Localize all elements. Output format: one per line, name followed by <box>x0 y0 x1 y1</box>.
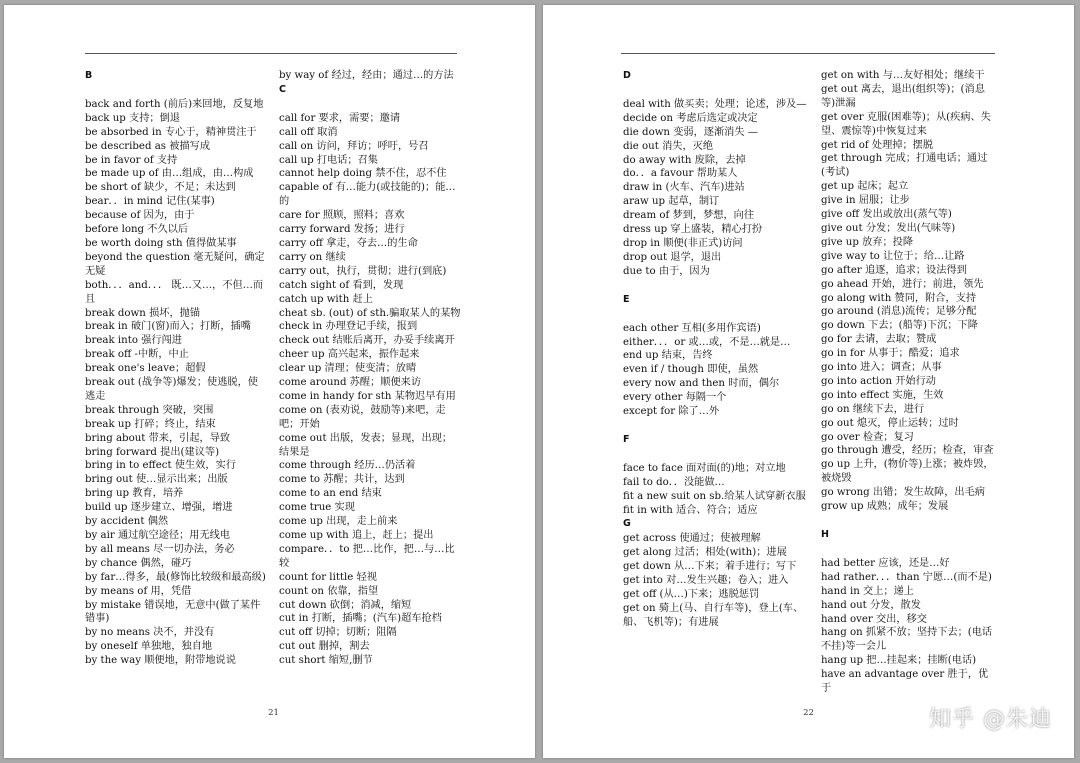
phrase-entry: except for 除了…外 <box>623 406 720 418</box>
phrase-entry: decide on 考虑后选定或决定 <box>623 112 758 124</box>
phrase-entry: break off -中断，中止 <box>85 349 189 361</box>
phrase-entry: die down 变弱，逐渐消失 — <box>623 126 758 138</box>
phrase-entry: go through 遭受，经历；检查，审查 <box>821 445 994 457</box>
phrase-entry: either．．．or 或…或，不是…就是… <box>623 336 791 348</box>
phrase-entry: get down 从…下来；着手进行；写下 <box>623 561 797 573</box>
phrase-entry: go after 追逐，追求；设法得到 <box>821 264 967 276</box>
phrase-entry: clear up 清理；使变清；放晴 <box>279 363 417 375</box>
page-number: 21 <box>268 708 279 718</box>
blank-line <box>623 279 808 293</box>
phrase-entry: dream of 梦到，梦想，向往 <box>623 210 755 222</box>
blank-line <box>821 543 997 557</box>
phrase-entry: catch up with 赶上 <box>279 293 373 305</box>
blank-line <box>821 514 997 528</box>
phrase-entry: do away with 废除，去掉 <box>623 154 746 166</box>
phrase-entry: get out 离去，退出(组织等)；(消息等)泄漏 <box>821 83 985 109</box>
phrase-entry: cheat sb. (out) of sth.骗取某人的某物 <box>279 307 461 319</box>
phrase-entry: cut off 切掉；切断；阻隔 <box>279 627 397 639</box>
phrase-entry: bring in to effect 使生效，实行 <box>85 460 236 472</box>
section-letter: H <box>821 529 829 540</box>
header-rule <box>85 53 457 54</box>
phrase-entry: come through 经历…仍活着 <box>279 460 416 472</box>
phrase-entry: fail to do．．没能做… <box>623 476 725 488</box>
phrase-entry: come out 出版，发表；显现，出现；结果是 <box>279 432 453 458</box>
phrase-entry: cut out 删掉，割去 <box>279 641 370 653</box>
phrase-entry: go into 进入；调查；从事 <box>821 362 942 374</box>
phrase-entry: care for 照顾，照料；喜欢 <box>279 210 405 222</box>
phrase-entry: back up 支持；倒退 <box>85 112 180 124</box>
phrase-entry: get off (从…)下来；逃脱惩罚 <box>623 589 760 600</box>
phrase-entry: cut in 打断，插嘴；(汽车)超车抢档 <box>279 613 442 625</box>
phrase-entry: carry off 拿走，夺去…的生命 <box>279 237 418 249</box>
phrase-entry: call for 要求，需要；邀请 <box>279 112 401 124</box>
phrase-entry: be worth doing sth 值得做某事 <box>85 237 237 249</box>
phrase-entry: go into action 开始行动 <box>821 375 936 387</box>
phrase-entry: go wrong 出错；发生故障，出毛病 <box>821 487 985 499</box>
phrase-column-right-2 <box>821 69 997 696</box>
phrase-entry: count for little 轻视 <box>279 571 377 583</box>
phrase-entry: by no means 决不，并没有 <box>85 627 215 639</box>
phrase-entry: by the way 顺便地，附带地说说 <box>85 655 236 667</box>
section-letter: G <box>623 518 631 530</box>
phrase-entry: get over 克服(困难等)；从(疾病、失望、震惊等)中恢复过来 <box>821 111 991 137</box>
phrase-entry: drop out 退学，退出 <box>623 251 722 263</box>
zhihu-watermark: 知乎 @朱迪 <box>929 707 1052 732</box>
phrase-entry: fit a new suit on sb.给某人试穿新衣服 <box>623 490 806 502</box>
phrase-entry: call off 取消 <box>279 126 338 138</box>
phrase-entry: every now and then 时而，偶尔 <box>623 378 780 390</box>
blank-line <box>623 308 808 322</box>
phrase-entry: give up 放弃；投降 <box>821 236 914 248</box>
phrase-entry: give off 发出或放出(蒸气等) <box>821 209 952 221</box>
phrase-entry: go around (消息)流传；足够分配 <box>821 306 977 318</box>
phrase-entry: bear．．in mind 记住(某事) <box>85 196 215 208</box>
phrase-entry: go up 上升，(物价等)上涨；被炸毁，被烧毁 <box>821 459 994 485</box>
phrase-entry: even if / though 即使，虽然 <box>623 364 759 376</box>
phrase-entry: build up 逐步建立、增强，增进 <box>85 502 233 514</box>
phrase-entry: break into 强行闯进 <box>85 335 182 347</box>
phrase-entry: by mistake 错误地，无意中(做了某件错事) <box>85 599 261 625</box>
phrase-entry: get across 使通过；使被理解 <box>623 533 761 545</box>
phrase-entry: be in favor of 支持 <box>85 154 178 166</box>
phrase-entry: have an advantage over 胜于，优于 <box>821 669 989 695</box>
phrase-entry: come true 实现 <box>279 502 355 514</box>
phrase-entry: be made up of 由…组成，由…构成 <box>85 168 254 180</box>
phrase-entry: check out 结账后离开，办妥手续离开 <box>279 335 455 347</box>
phrase-entry: come in handy for sth 某物迟早有用 <box>279 390 456 402</box>
phrase-entry: come around 苏醒；顺便来访 <box>279 377 422 389</box>
phrase-entry: by all means 尽一切办法，务必 <box>85 543 235 555</box>
document-page-22 <box>543 5 1074 758</box>
phrase-entry: carry out，执行，贯彻；进行(到底) <box>279 265 447 277</box>
phrase-entry: cut short 缩短,删节 <box>279 655 373 667</box>
phrase-entry: get rid of 处理掉；摆脱 <box>821 139 934 151</box>
phrase-entry: break down 损坏，抛锚 <box>85 307 201 319</box>
phrase-entry: break up 打碎；终止，结束 <box>85 418 216 430</box>
section-letter: E <box>623 293 630 305</box>
phrase-entry: get through 完成；打通电话；通过(考试) <box>821 153 988 179</box>
phrase-entry: give in 屈服；让步 <box>821 195 910 207</box>
phrase-entry: give out 分发；发出(气味等) <box>821 222 956 234</box>
phrase-entry: get on with 与…友好相处；继续干 <box>821 70 985 81</box>
phrase-entry: cut down 砍倒；消减，缩短 <box>279 599 412 611</box>
phrase-entry: be absorbed in 专心于，精神贯注于 <box>85 126 257 138</box>
page-number: 22 <box>803 708 814 718</box>
phrase-entry: by means of 用，凭借 <box>85 585 192 597</box>
phrase-entry: grow up 成熟；成年；发展 <box>821 501 949 513</box>
section-letter: F <box>623 433 630 445</box>
phrase-entry: break through 突破，突围 <box>85 404 214 416</box>
blank-line <box>279 98 461 112</box>
phrase-entry: get along 过活；相处(with)；进展 <box>623 547 787 559</box>
phrase-column-left-2 <box>279 69 461 668</box>
phrase-entry: had better 应该，还是…好 <box>821 557 950 569</box>
phrase-column-left-1 <box>85 69 268 668</box>
phrase-entry: hand in 交上；递上 <box>821 585 914 597</box>
phrase-entry: fit in with 适合、符合；适应 <box>623 504 758 516</box>
phrase-entry: by oneself 单独地，独自地 <box>85 641 213 653</box>
phrase-entry: carry on 继续 <box>279 251 346 263</box>
phrase-entry: go for 去请，去取；赞成 <box>821 334 937 346</box>
phrase-entry: every other 每隔一个 <box>623 392 727 404</box>
phrase-entry: by accident 偶然 <box>85 516 169 528</box>
blank-line <box>623 419 808 433</box>
phrase-entry: by way of 经过，经由；通过…的方法 <box>279 70 454 81</box>
phrase-entry: cheer up 高兴起来，振作起来 <box>279 349 420 361</box>
phrase-entry: bring up 教育，培养 <box>85 488 184 500</box>
phrase-entry: by air 通过航空途径；用无线电 <box>85 530 231 541</box>
phrase-entry: go along with 赞同，附合，支持 <box>821 292 977 304</box>
phrase-entry: come on (表劝说，鼓励等)来吧，走吧；开始 <box>279 404 446 430</box>
phrase-entry: break in 破门(窗)而入；打断，插嘴 <box>85 321 251 333</box>
phrase-entry: beyond the question 毫无疑问，确定无疑 <box>85 251 265 277</box>
phrase-entry: bring forward 提出(建议等) <box>85 446 220 458</box>
phrase-entry: drop in 顺便(非正式)访问 <box>623 237 743 249</box>
phrase-entry: go into effect 实施，生效 <box>821 389 944 401</box>
phrase-entry: due to 由于，因为 <box>623 265 710 277</box>
phrase-entry: araw up 起草，制订 <box>623 196 720 208</box>
phrase-column-right-1 <box>623 69 808 630</box>
phrase-entry: back and forth (前后)来回地，反复地 <box>85 98 264 110</box>
phrase-entry: check in 办理登记手续，报到 <box>279 321 418 333</box>
phrase-entry: break out (战争等)爆发；使逃脱，使逃走 <box>85 377 258 402</box>
phrase-entry: go out 熄灭，停止运转；过时 <box>821 417 959 429</box>
phrase-entry: because of 因为，由于 <box>85 210 195 222</box>
phrase-entry: call up 打电话；召集 <box>279 154 378 166</box>
phrase-entry: get into 对…发生兴趣；卷入；进入 <box>623 575 789 587</box>
phrase-entry: come up 出现，走上前来 <box>279 516 398 528</box>
phrase-entry: come to an end 结束 <box>279 488 382 500</box>
phrase-entry: call on 访问，拜访；呼吁，号召 <box>279 140 429 152</box>
phrase-entry: die out 消失，灭绝 <box>623 140 714 152</box>
phrase-entry: hand out 分发，散发 <box>821 599 921 611</box>
phrase-entry: come to 苏醒；共计，达到 <box>279 474 405 486</box>
phrase-entry: hang on 抓紧不放；坚持下去；(电话不挂)等一会儿 <box>821 627 993 653</box>
phrase-entry: draw in (火车、汽车)进站 <box>623 182 745 194</box>
blank-line <box>85 84 268 98</box>
phrase-entry: break one's leave；超假 <box>85 363 206 375</box>
phrase-entry: be described as 被描写成 <box>85 140 211 152</box>
header-rule <box>621 53 995 54</box>
phrase-entry: both．．．and．．． 既…又…，不但…而且 <box>85 279 264 305</box>
phrase-entry: by chance 偶然，碰巧 <box>85 557 192 569</box>
phrase-entry: before long 不久以后 <box>85 224 189 236</box>
phrase-entry: go on 继续下去，进行 <box>821 403 925 415</box>
blank-line <box>623 84 808 98</box>
phrase-entry: get on 骑上(马、自行车等)，登上(车、船、飞机等)；有进展 <box>623 602 804 628</box>
phrase-entry: go in for 从事于；酷爱；追求 <box>821 348 960 360</box>
phrase-entry: dress up 穿上盛装，精心打扮 <box>623 224 763 236</box>
phrase-entry: each other 互相(多用作宾语) <box>623 322 761 334</box>
phrase-entry: count on 依靠，指望 <box>279 585 379 597</box>
phrase-entry: go over 检查；复习 <box>821 431 914 443</box>
phrase-entry: bring about 带来，引起，导致 <box>85 432 231 444</box>
phrase-entry: do．．a favour 帮助某人 <box>623 168 738 180</box>
blank-line <box>623 448 808 462</box>
phrase-entry: face to face 面对面(的)地；对立地 <box>623 462 786 474</box>
phrase-entry: deal with 做买卖；处理；论述，涉及— <box>623 98 807 110</box>
document-page-21 <box>4 5 535 758</box>
phrase-entry: end up 结束，告终 <box>623 350 713 362</box>
section-letter: D <box>623 70 631 81</box>
phrase-entry: hang up 把…挂起来；挂断(电话) <box>821 655 977 667</box>
section-letter: B <box>85 70 93 81</box>
section-letter: C <box>279 83 286 95</box>
phrase-entry: get up 起床；起立 <box>821 181 909 193</box>
phrase-entry: compare．．to 把…比作，把…与…比较 <box>279 543 455 569</box>
phrase-entry: come up with 追上，赶上；提出 <box>279 530 434 541</box>
phrase-entry: hand over 交出，移交 <box>821 613 927 625</box>
phrase-entry: cannot help doing 禁不住，忍不住 <box>279 168 447 180</box>
phrase-entry: catch sight of 看到，发现 <box>279 279 404 291</box>
phrase-entry: had rather．．．than 宁愿…(而不是) <box>821 571 992 583</box>
phrase-entry: capable of 有…能力(或技能的)；能…的 <box>279 182 456 208</box>
phrase-entry: go down 下去；(船等)下沉；下降 <box>821 320 978 332</box>
phrase-entry: go ahead 开始，进行；前进，领先 <box>821 278 984 290</box>
phrase-entry: be short of 缺少，不足；未达到 <box>85 182 236 194</box>
phrase-entry: give way to 让位于；给…让路 <box>821 250 965 262</box>
phrase-entry: carry forward 发扬；进行 <box>279 224 405 236</box>
phrase-entry: bring out 使…显示出来；出版 <box>85 474 228 486</box>
phrase-entry: by far…得多，最(修饰比较级和最高级) <box>85 571 266 583</box>
